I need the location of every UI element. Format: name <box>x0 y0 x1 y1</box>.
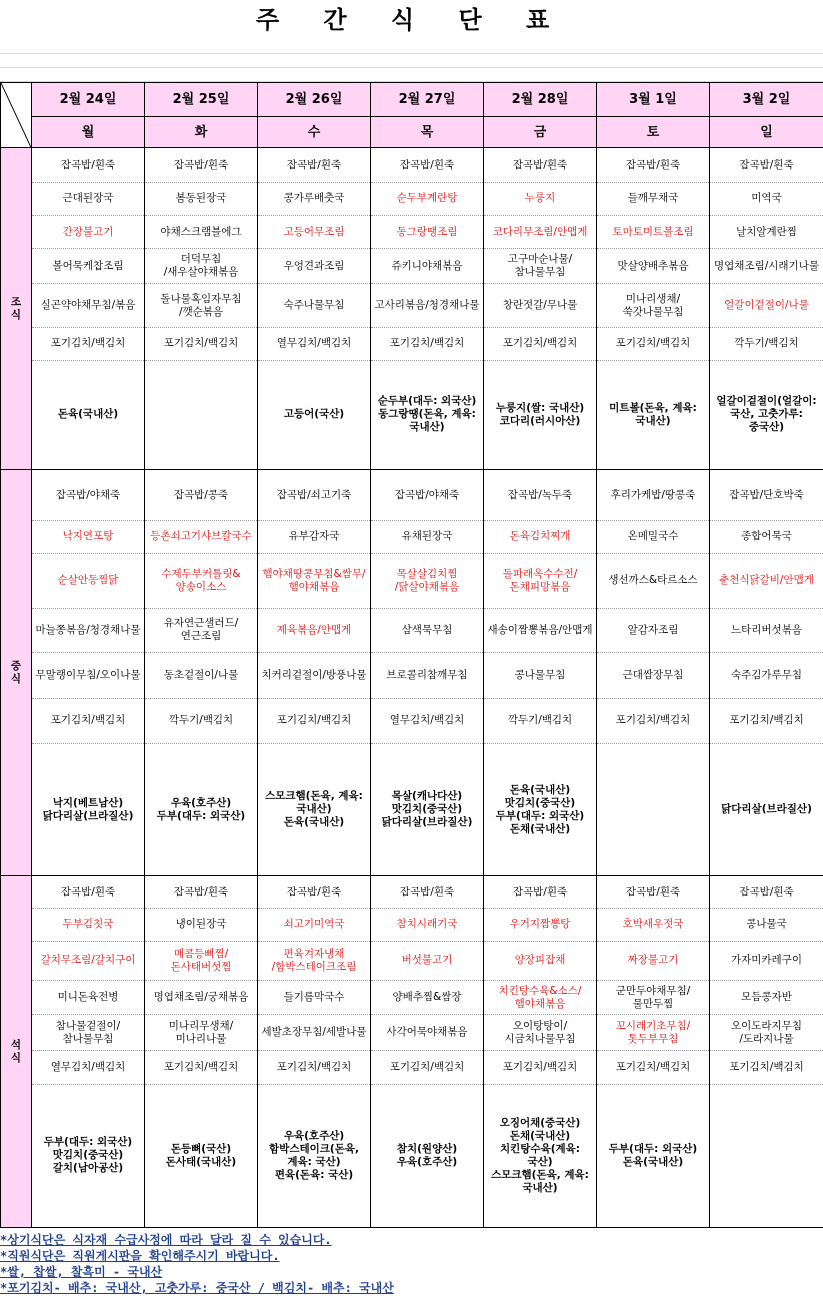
date-header: 2월 27일 <box>371 83 484 117</box>
menu-item: 유자연근샐러드/연근조림 <box>145 608 258 652</box>
menu-item: 토마토미트볼조림 <box>597 215 710 249</box>
menu-item: 간장불고기 <box>32 215 145 249</box>
menu-item: 후리가케밥/땅콩죽 <box>597 470 710 521</box>
menu-item: 깍두기/백김치 <box>145 698 258 743</box>
origin-info: 낙지(베트남산) 닭다리살(브라질산) <box>32 743 145 876</box>
menu-item: 포기김치/백김치 <box>597 328 710 361</box>
menu-item: 치킨탕수육&소스/햄야채볶음 <box>484 980 597 1015</box>
menu-item: 포기김치/백김치 <box>710 1051 823 1085</box>
menu-item: 오이탕탕이/시금치나물무침 <box>484 1015 597 1051</box>
weekday-header: 금 <box>484 116 597 148</box>
menu-item: 짜장불고기 <box>597 941 710 980</box>
origin-info: 목살(캐나다산) 맛김치(중국산) 닭다리살(브라질산) <box>371 743 484 876</box>
menu-item: 냉이된장국 <box>145 909 258 942</box>
menu-item: 창란젓갈/무나물 <box>484 284 597 328</box>
menu-item: 포기김치/백김치 <box>32 698 145 743</box>
menu-item: 콩나물무침 <box>484 652 597 698</box>
menu-item: 명엽채조림/시래기나물 <box>710 249 823 284</box>
origin-info: 우육(호주산) 두부(대두: 외국산) <box>145 743 258 876</box>
menu-item: 꼬시래기초무침/톳두부무침 <box>597 1015 710 1051</box>
menu-item: 제육볶음/안맵게 <box>258 608 371 652</box>
menu-item: 숙주나물무침 <box>258 284 371 328</box>
menu-item: 더덕무침 /새우살야채볶음 <box>145 249 258 284</box>
menu-item: 등촌쇠고기샤브칼국수 <box>145 521 258 554</box>
menu-item: 미나리생채/쑥갓나물무침 <box>597 284 710 328</box>
menu-item: 열무김치/백김치 <box>258 328 371 361</box>
menu-item: 포기김치/백김치 <box>597 1051 710 1085</box>
menu-item: 잡곡밥/흰죽 <box>484 148 597 183</box>
origin-info <box>597 743 710 876</box>
origin-info: 닭다리살(브라질산) <box>710 743 823 876</box>
menu-item: 미역국 <box>710 183 823 216</box>
menu-item: 볼어묵케찹조림 <box>32 249 145 284</box>
origin-info: 두부(대두: 외국산) 맛김치(중국산) 갈치(남아공산) <box>32 1084 145 1227</box>
origin-info: 돈육(국내산) <box>32 360 145 469</box>
menu-item: 새송이짬뽕볶음/안맵게 <box>484 608 597 652</box>
menu-item: 동그랑땡조림 <box>371 215 484 249</box>
menu-item: 열무김치/백김치 <box>32 1051 145 1085</box>
menu-item: 양배추찜&쌈장 <box>371 980 484 1015</box>
menu-item: 들기름막국수 <box>258 980 371 1015</box>
menu-item: 깍두기/백김치 <box>710 328 823 361</box>
menu-item: 고구마순나물/참나물무침 <box>484 249 597 284</box>
menu-item: 열무김치/백김치 <box>371 698 484 743</box>
menu-item: 편육겨자냉채 /함박스테이크조림 <box>258 941 371 980</box>
footnote-line: *직원식단은 직원게시판을 확인해주시기 바랍니다. <box>0 1249 280 1263</box>
menu-item: 포기김치/백김치 <box>145 1051 258 1085</box>
menu-item: 코다리무조림/안맵게 <box>484 215 597 249</box>
menu-item: 종합어묵국 <box>710 521 823 554</box>
weekday-header: 화 <box>145 116 258 148</box>
menu-item: 숙주김가루무침 <box>710 652 823 698</box>
menu-item: 사각어묵야채볶음 <box>371 1015 484 1051</box>
menu-item: 잡곡밥/흰죽 <box>145 148 258 183</box>
menu-item: 잡곡밥/단호박죽 <box>710 470 823 521</box>
page-title: 주 간 식 단 표 <box>255 6 568 34</box>
date-header: 3월 2일 <box>710 83 823 117</box>
date-header: 3월 1일 <box>597 83 710 117</box>
menu-item: 잡곡밥/흰죽 <box>597 876 710 909</box>
menu-item: 미나리무생채/미나리나물 <box>145 1015 258 1051</box>
menu-item: 생선까스&타르소스 <box>597 553 710 608</box>
origin-info: 미트볼(돈육, 계육: 국내산) <box>597 360 710 469</box>
origin-info: 참치(원양산) 우육(호주산) <box>371 1084 484 1227</box>
menu-item: 오이도라지무침 /도라지나물 <box>710 1015 823 1051</box>
menu-item: 잡곡밥/흰죽 <box>371 148 484 183</box>
menu-item: 참치시래기국 <box>371 909 484 942</box>
menu-item: 잡곡밥/흰죽 <box>597 148 710 183</box>
menu-item: 포기김치/백김치 <box>258 1051 371 1085</box>
menu-item: 잡곡밥/콩죽 <box>145 470 258 521</box>
origin-info: 두부(대두: 외국산) 돈육(국내산) <box>597 1084 710 1227</box>
menu-item: 햄야채땅콩무침&쌈무/햄야채볶음 <box>258 553 371 608</box>
menu-item: 포기김치/백김치 <box>597 698 710 743</box>
meal-label: 조 식 <box>1 148 32 470</box>
weekday-header: 일 <box>710 116 823 148</box>
menu-item: 날치알계란찜 <box>710 215 823 249</box>
menu-item: 포기김치/백김치 <box>484 328 597 361</box>
menu-item: 잡곡밥/흰죽 <box>32 876 145 909</box>
menu-item: 군만두야채무침/물만두찜 <box>597 980 710 1015</box>
origin-info: 얼갈이겉절이(얼갈이: 국산, 고춧가루: 중국산) <box>710 360 823 469</box>
footnote-line: *쌀, 찹쌀, 찰흑미 - 국내산 <box>0 1265 163 1279</box>
menu-item: 잡곡밥/흰죽 <box>484 876 597 909</box>
menu-item: 얼갈이겉절이/나물 <box>710 284 823 328</box>
menu-item: 잡곡밥/야채죽 <box>371 470 484 521</box>
menu-item: 목살살김치찜 /닭살야채볶음 <box>371 553 484 608</box>
menu-item: 모듬콩자반 <box>710 980 823 1015</box>
menu-item: 포기김치/백김치 <box>145 328 258 361</box>
menu-item: 동초겉절이/나물 <box>145 652 258 698</box>
menu-item: 깍두기/백김치 <box>484 698 597 743</box>
origin-info: 우육(호주산) 함박스테이크(돈육, 계육: 국산) 편육(돈육: 국산) <box>258 1084 371 1227</box>
origin-info: 누룽지(쌀: 국내산) 코다리(러시아산) <box>484 360 597 469</box>
menu-item: 치커리겉절이/방풍나물 <box>258 652 371 698</box>
menu-item: 맛살양배추볶음 <box>597 249 710 284</box>
footnotes <box>0 1232 823 1296</box>
menu-item: 순살안동찜닭 <box>32 553 145 608</box>
menu-item: 잡곡밥/야채죽 <box>32 470 145 521</box>
menu-item: 잡곡밥/흰죽 <box>710 876 823 909</box>
menu-item: 포기김치/백김치 <box>258 698 371 743</box>
blank-spacer-rows <box>0 40 823 82</box>
menu-item: 잡곡밥/흰죽 <box>371 876 484 909</box>
meal-label: 석 식 <box>1 876 32 1228</box>
menu-item: 돌파래옥수수전/돈채피망볶음 <box>484 553 597 608</box>
weekly-menu-table <box>0 82 823 1228</box>
menu-item: 포기김치/백김치 <box>32 328 145 361</box>
origin-info: 순두부(대두: 외국산) 동그랑땡(돈육, 계육: 국내산) <box>371 360 484 469</box>
date-header: 2월 28일 <box>484 83 597 117</box>
menu-item: 양장피잡채 <box>484 941 597 980</box>
header-corner-cell <box>1 83 32 148</box>
menu-item: 봄동된장국 <box>145 183 258 216</box>
menu-item: 쇠고기미역국 <box>258 909 371 942</box>
meal-label: 중 식 <box>1 470 32 876</box>
origin-info: 고등어(국산) <box>258 360 371 469</box>
menu-item: 낙지연포탕 <box>32 521 145 554</box>
menu-item: 누룽지 <box>484 183 597 216</box>
menu-item: 느타리버섯볶음 <box>710 608 823 652</box>
menu-item: 우거지짬뽕탕 <box>484 909 597 942</box>
menu-item: 잡곡밥/녹두죽 <box>484 470 597 521</box>
menu-item: 포기김치/백김치 <box>710 698 823 743</box>
origin-info: 돈등뼈(국산) 돈사태(국내산) <box>145 1084 258 1227</box>
menu-item: 마늘쫑볶음/청경채나물 <box>32 608 145 652</box>
footnote-line: *상기식단은 식자재 수급사정에 따라 달라 질 수 있습니다. <box>0 1233 332 1247</box>
menu-item: 콩가루배춧국 <box>258 183 371 216</box>
origin-info: 돈육(국내산) 맛김치(중국산) 두부(대두: 외국산) 돈채(국내산) <box>484 743 597 876</box>
origin-info <box>145 360 258 469</box>
menu-item: 야채스크램블에그 <box>145 215 258 249</box>
menu-item: 콩나물국 <box>710 909 823 942</box>
menu-item: 우엉견과조림 <box>258 249 371 284</box>
menu-item: 유채된장국 <box>371 521 484 554</box>
menu-item: 들깨무채국 <box>597 183 710 216</box>
menu-item: 순두부계란탕 <box>371 183 484 216</box>
menu-item: 고사리볶음/청경채나물 <box>371 284 484 328</box>
menu-item: 온메밀국수 <box>597 521 710 554</box>
menu-item: 잡곡밥/흰죽 <box>145 876 258 909</box>
footnote-line: *포기김치- 배추: 국내산, 고춧가루: 중국산 / 백김치- 배추: 국내산 <box>0 1281 394 1295</box>
origin-info: 스모크햄(돈육, 계육: 국내산) 돈육(국내산) <box>258 743 371 876</box>
menu-item: 돌나물혹임자무침 /깻순볶음 <box>145 284 258 328</box>
weekday-header: 토 <box>597 116 710 148</box>
menu-item: 근대된장국 <box>32 183 145 216</box>
menu-item: 돈육김치찌개 <box>484 521 597 554</box>
date-header: 2월 25일 <box>145 83 258 117</box>
weekday-header: 수 <box>258 116 371 148</box>
menu-item: 잡곡밥/쇠고기죽 <box>258 470 371 521</box>
origin-info: 오징어채(중국산) 돈채(국내산) 치킨탕수육(계육: 국산) 스모크햄(돈육, 계육: 국내산) <box>484 1084 597 1227</box>
origin-info <box>710 1084 823 1227</box>
menu-item: 브로콜리참깨무침 <box>371 652 484 698</box>
menu-item: 잡곡밥/흰죽 <box>258 876 371 909</box>
menu-item: 매콤등뼈찜/돈사태버섯찜 <box>145 941 258 980</box>
date-header: 2월 24일 <box>32 83 145 117</box>
menu-item: 가자미카레구이 <box>710 941 823 980</box>
menu-item: 잡곡밥/흰죽 <box>710 148 823 183</box>
menu-item: 유부감자국 <box>258 521 371 554</box>
menu-item: 잡곡밥/흰죽 <box>258 148 371 183</box>
menu-item: 갈치무조림/갈치구이 <box>32 941 145 980</box>
menu-item: 버섯불고기 <box>371 941 484 980</box>
menu-item: 명엽채조림/궁채볶음 <box>145 980 258 1015</box>
menu-item: 포기김치/백김치 <box>371 1051 484 1085</box>
menu-item: 포기김치/백김치 <box>371 328 484 361</box>
weekday-header: 목 <box>371 116 484 148</box>
menu-item: 포기김치/백김치 <box>484 1051 597 1085</box>
menu-item: 고등어무조림 <box>258 215 371 249</box>
weekday-header: 월 <box>32 116 145 148</box>
menu-item: 수제두부커틀릿&양송이소스 <box>145 553 258 608</box>
menu-item: 잡곡밥/흰죽 <box>32 148 145 183</box>
menu-item: 알감자조림 <box>597 608 710 652</box>
menu-item: 무말랭이무침/오이나물 <box>32 652 145 698</box>
menu-item: 실곤약야채무침/볶음 <box>32 284 145 328</box>
menu-item: 호박새우젓국 <box>597 909 710 942</box>
menu-item: 쥬키니야채볶음 <box>371 249 484 284</box>
menu-item: 참나물겉절이/참나물무침 <box>32 1015 145 1051</box>
menu-item: 근대쌈장무침 <box>597 652 710 698</box>
menu-item: 두부김칫국 <box>32 909 145 942</box>
menu-item: 춘천식닭갈비/안맵게 <box>710 553 823 608</box>
menu-item: 세발초장무침/세발나물 <box>258 1015 371 1051</box>
menu-item: 삼색묵무침 <box>371 608 484 652</box>
menu-item: 미니돈육전병 <box>32 980 145 1015</box>
date-header: 2월 26일 <box>258 83 371 117</box>
